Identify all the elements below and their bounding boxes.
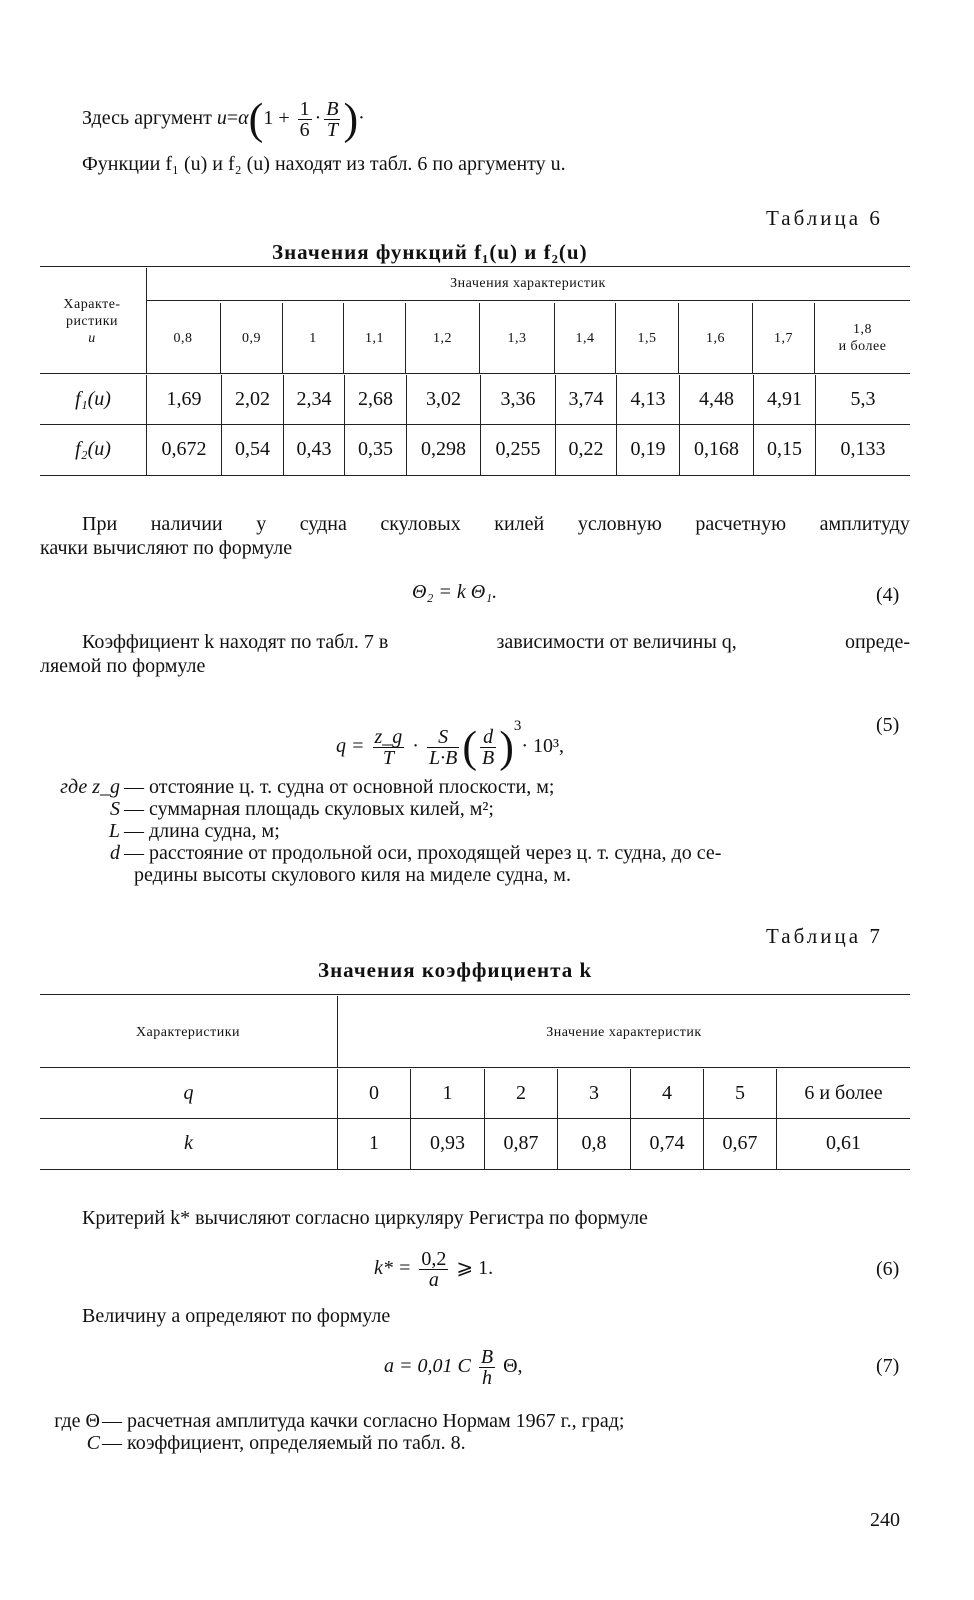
equation-4-number: (4) [876,584,900,606]
list-item: S — суммарная площадь скуловых килей, м²; [110,798,494,820]
table6-row-header: Характе- ристики u [63,297,121,346]
list-item: где Θ — расчетная амплитуда качки согласно Нормам 1967 г., град; [54,1410,625,1432]
table-row: f₂(u) 0,672 0,54 0,43 0,35 0,298 0,255 0,22 0,19 0,168 0,15 0,133 [40,424,910,475]
table7-header-rule [40,1067,910,1068]
list-item: где z_g — отстояние ц. т. судна от основной плоскости, м; [60,776,555,798]
table7-top-rule [40,994,910,995]
page-number: 240 [870,1509,900,1531]
fraction-b-t: $\frac{B}{T}$ [326,97,339,141]
table6-group-header: Значения характеристик [450,276,606,291]
a-paragraph: Величину a определяют по формуле [82,1305,391,1327]
bilge-paragraph-line2: качки вычисляют по формуле [40,537,293,559]
k-paragraph-line2: ляемой по формуле [40,655,206,677]
table7-body [40,1069,910,1169]
equation-6-number: (6) [876,1258,900,1280]
table6-columns-header: 0,8 0,9 1 1,1 1,2 1,3 1,4 1,5 1,6 1,7 1,8 и более [146,303,910,373]
list-item: редины высоты скулового киля на миделе судна, м. [134,864,571,886]
k-paragraph-line1: Коэффициент k находят по табл. 7 в зависимости от величины q, опреде- [82,631,910,653]
equation-5-number: (5) [876,714,900,736]
table6-top-rule [40,266,910,267]
variable-definitions-1 [44,776,721,886]
list-item: C — коэффициент, определяемый по табл. 8. [86,1432,466,1454]
table6-bottom-rule [40,475,910,476]
table7-bottom-rule [40,1169,910,1170]
table7-title: Значения коэффициента k [318,958,593,982]
table-row: k 1 0,93 0,87 0,8 0,74 0,67 0,61 [40,1118,910,1169]
equation-4: Θ₂ = k Θ₁. [412,581,498,603]
argument-lhs: u [216,107,227,129]
argument-line: Здесь аргумент u=α(1 + $\frac{1}{6}$ · $\frac{B}{T}$ )· [82,94,365,144]
table6-group-rule [146,300,910,301]
table7-caption: Таблица 7 [766,924,883,948]
table-row: q 0 1 2 3 4 5 6 и более [40,1069,910,1118]
argument-prefix: Здесь аргумент [82,107,212,129]
functions-line: Функции f₁ (u) и f₂ (u) находят из табл. 6 по аргументу u. [82,153,566,175]
table6-title: Значения функций f₁(u) и f₂(u) [272,240,588,264]
variable-definitions-2 [40,1410,624,1454]
table6-caption: Таблица 6 [766,206,883,230]
list-item: d — расстояние от продольной оси, проходящей через ц. т. судна, до се- [110,842,722,864]
equation-7-number: (7) [876,1355,900,1377]
table7-group-header: Значение характеристик [546,1025,702,1040]
equation-6: k* = $\frac{0,2}{a}$ ⩾ 1. [374,1247,494,1291]
table-row: f₁(u) 1,69 2,02 2,34 2,68 3,02 3,36 3,74 4,13 4,48 4,91 5,3 [40,375,910,424]
criterion-paragraph: Критерий k* вычисляют согласно циркуляру Регистра по формуле [82,1207,648,1229]
table7-row-header: Характеристики [135,1025,241,1040]
table6-header-rule [40,373,910,374]
equation-5: q = $\frac{z\_g}{T}$ · $\frac{S}{L\cdot B}$ ( $\frac{d}{B}$ )$^3$· 10³, [336,718,564,772]
list-item: L — длина судна, м; [108,820,280,842]
bilge-paragraph-line1: При наличии у судна скуловых килей условную расчетную амплитуду [82,513,910,535]
equation-7: a = 0,01 C $\frac{B}{h}$ Θ, [384,1345,523,1389]
table6-body [40,375,910,475]
fraction-1-6: $\frac{1}{6}$ [299,97,310,141]
